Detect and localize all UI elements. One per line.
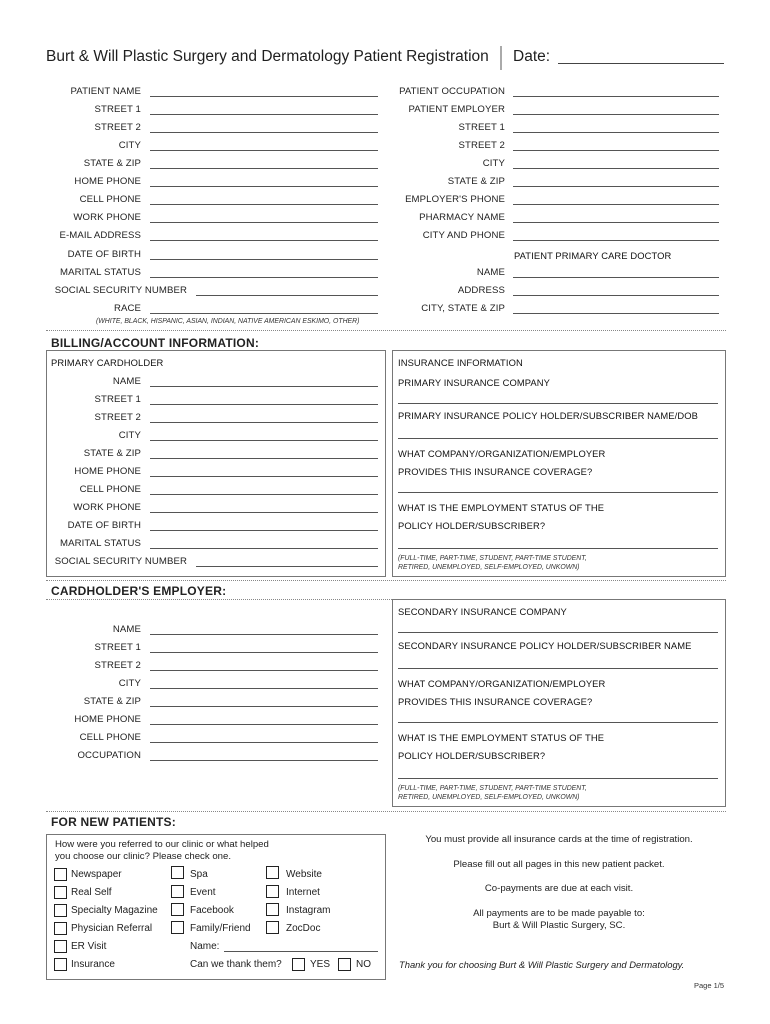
- billing-home-phone-field[interactable]: [150, 476, 378, 477]
- secondary-employment-label-2: POLICY HOLDER/SUBSCRIBER?: [398, 750, 546, 761]
- patient-dob-label: DATE OF BIRTH: [67, 249, 141, 260]
- cardholder-employer-city-field[interactable]: [150, 688, 378, 689]
- primary-insurance-label: PRIMARY INSURANCE COMPANY: [398, 377, 551, 388]
- label-facebook: Facebook: [190, 905, 234, 916]
- employer-top-rule: [46, 580, 726, 581]
- primary-insurance-field[interactable]: [398, 403, 718, 404]
- patient-street2-field[interactable]: [150, 132, 378, 133]
- label-zocdoc: ZocDoc: [286, 923, 321, 934]
- checkbox-thank-no[interactable]: [338, 958, 351, 971]
- checkbox-facebook[interactable]: [171, 903, 184, 916]
- checkbox-event[interactable]: [171, 885, 184, 898]
- date-field[interactable]: [558, 63, 724, 64]
- race-note: (WHITE, BLACK, HISPANIC, ASIAN, INDIAN, NATIVE AMERICAN ESKIMO, OTHER): [96, 318, 360, 325]
- label-newspaper: Newspaper: [71, 869, 122, 880]
- patient-ssn-field[interactable]: [196, 295, 378, 296]
- primary-employment-note-1: (FULL-TIME, PART-TIME, STUDENT, PART-TIME STUDENT,: [398, 555, 587, 562]
- employer-city-field[interactable]: [513, 168, 719, 169]
- billing-marital-field[interactable]: [150, 548, 378, 549]
- patient-work-phone-field[interactable]: [150, 222, 378, 223]
- pcp-city-state-zip-field[interactable]: [513, 313, 719, 314]
- pcp-address-field[interactable]: [513, 295, 719, 296]
- label-family-friend: Family/Friend: [190, 923, 251, 934]
- cardholder-employer-street1-label: STREET 1: [94, 642, 141, 653]
- patient-employer-label: PATIENT EMPLOYER: [408, 104, 505, 115]
- primary-coverage-label-1: WHAT COMPANY/ORGANIZATION/EMPLOYER: [398, 448, 606, 459]
- cardholder-employer-state-zip-label: STATE & ZIP: [83, 696, 141, 707]
- checkbox-newspaper[interactable]: [54, 868, 67, 881]
- label-spa: Spa: [190, 869, 208, 880]
- label-er-visit: ER Visit: [71, 941, 107, 952]
- billing-dob-label: DATE OF BIRTH: [67, 520, 141, 531]
- referrer-name-field[interactable]: [224, 951, 378, 952]
- patient-race-field[interactable]: [150, 313, 378, 314]
- secondary-insurance-label: SECONDARY INSURANCE COMPANY: [398, 606, 567, 617]
- primary-cardholder-header: PRIMARY CARDHOLDER: [51, 357, 164, 368]
- pharmacy-city-phone-label: CITY AND PHONE: [422, 230, 505, 241]
- page-number: Page 1/5: [694, 981, 725, 990]
- referrer-name-label: Name:: [190, 941, 220, 952]
- billing-marital-label: MARITAL STATUS: [60, 538, 141, 549]
- label-insurance: Insurance: [71, 959, 115, 970]
- checkbox-family-friend[interactable]: [171, 921, 184, 934]
- billing-ssn-field[interactable]: [196, 566, 378, 567]
- checkbox-spa[interactable]: [171, 866, 184, 879]
- label-physician-referral: Physician Referral: [71, 923, 153, 934]
- form-title: Burt & Will Plastic Surgery and Dermatology Patient Registration: [46, 48, 489, 65]
- label-website: Website: [286, 869, 322, 880]
- billing-dob-field[interactable]: [150, 530, 378, 531]
- primary-holder-field[interactable]: [398, 438, 718, 439]
- primary-coverage-field[interactable]: [398, 492, 718, 493]
- patient-email-field[interactable]: [150, 240, 378, 241]
- patient-race-label: RACE: [113, 303, 141, 314]
- secondary-employment-note-1: (FULL-TIME, PART-TIME, STUDENT, PART-TIME STUDENT,: [398, 785, 587, 792]
- employer-street2-field[interactable]: [513, 150, 719, 151]
- employer-street1-field[interactable]: [513, 132, 719, 133]
- secondary-employment-note-2: RETIRED, UNEMPLOYED, SELF-EMPLOYED, UNKOWN): [398, 794, 580, 801]
- patient-state-zip-label: STATE & ZIP: [83, 158, 141, 169]
- checkbox-physician-referral[interactable]: [54, 922, 67, 935]
- cardholder-employer-cell-phone-field[interactable]: [150, 742, 378, 743]
- checkbox-zocdoc[interactable]: [266, 921, 279, 934]
- pcp-city-state-zip-label: CITY, STATE & ZIP: [421, 303, 505, 314]
- patient-street1-label: STREET 1: [94, 104, 141, 115]
- pharmacy-name-field[interactable]: [513, 222, 719, 223]
- patient-work-phone-label: WORK PHONE: [73, 212, 141, 223]
- cardholder-occupation-field[interactable]: [150, 760, 378, 761]
- label-thank-no: NO: [356, 959, 371, 970]
- new-patients-top-rule: [46, 811, 726, 812]
- billing-cell-phone-field[interactable]: [150, 494, 378, 495]
- checkbox-website[interactable]: [266, 866, 279, 879]
- label-thank-yes: YES: [310, 959, 331, 970]
- thank-you-message: Thank you for choosing Burt & Will Plastic Surgery and Dermatology.: [399, 959, 685, 970]
- patient-home-phone-field[interactable]: [150, 186, 378, 187]
- new-patients-title: FOR NEW PATIENTS:: [51, 815, 176, 829]
- secondary-holder-label: SECONDARY INSURANCE POLICY HOLDER/SUBSCRIBER NAME: [398, 640, 692, 651]
- billing-home-phone-label: HOME PHONE: [74, 466, 141, 477]
- primary-employment-label-2: POLICY HOLDER/SUBSCRIBER?: [398, 520, 546, 531]
- patient-cell-phone-field[interactable]: [150, 204, 378, 205]
- checkbox-internet[interactable]: [266, 885, 279, 898]
- billing-work-phone-field[interactable]: [150, 512, 378, 513]
- label-event: Event: [190, 887, 216, 898]
- date-label: Date:: [513, 48, 551, 65]
- employer-city-label: CITY: [482, 158, 505, 169]
- billing-name-field[interactable]: [150, 386, 378, 387]
- checkbox-insurance[interactable]: [54, 958, 67, 971]
- checkbox-thank-yes[interactable]: [292, 958, 305, 971]
- cardholder-employer-state-zip-field[interactable]: [150, 706, 378, 707]
- patient-email-label: E-MAIL ADDRESS: [59, 230, 141, 241]
- label-real-self: Real Self: [71, 887, 112, 898]
- secondary-coverage-field[interactable]: [398, 722, 718, 723]
- employer-section-title: CARDHOLDER'S EMPLOYER:: [51, 584, 227, 598]
- employer-state-zip-field[interactable]: [513, 186, 719, 187]
- patient-home-phone-label: HOME PHONE: [74, 176, 141, 187]
- employer-phone-label: EMPLOYER'S PHONE: [405, 194, 505, 205]
- employer-name-field[interactable]: [150, 634, 378, 635]
- secondary-employment-label-1: WHAT IS THE EMPLOYMENT STATUS OF THE: [398, 732, 605, 743]
- info-payable-to: All payments are to be made payable to:: [473, 908, 645, 919]
- cardholder-employer-home-phone-field[interactable]: [150, 724, 378, 725]
- patient-ssn-label: SOCIAL SECURITY NUMBER: [54, 285, 187, 296]
- thank-them-label: Can we thank them?: [190, 959, 282, 970]
- secondary-employment-field[interactable]: [398, 778, 718, 779]
- pharmacy-city-phone-field[interactable]: [513, 240, 719, 241]
- pcp-address-label: ADDRESS: [457, 285, 505, 296]
- patient-marital-label: MARITAL STATUS: [60, 267, 141, 278]
- checkbox-real-self[interactable]: [54, 886, 67, 899]
- cardholder-employer-street2-field[interactable]: [150, 670, 378, 671]
- billing-name-label: NAME: [112, 376, 141, 387]
- billing-ssn-label: SOCIAL SECURITY NUMBER: [54, 556, 187, 567]
- billing-street1-field[interactable]: [150, 404, 378, 405]
- primary-holder-label: PRIMARY INSURANCE POLICY HOLDER/SUBSCRIBER NAME/DOB: [398, 410, 698, 421]
- referral-prompt-2: you choose our clinic? Please check one.: [55, 851, 231, 862]
- patient-name-field[interactable]: [150, 96, 378, 97]
- employer-street2-label: STREET 2: [458, 140, 505, 151]
- cardholder-employer-cell-phone-label: CELL PHONE: [79, 732, 141, 743]
- billing-state-zip-field[interactable]: [150, 458, 378, 459]
- patient-occupation-label: PATIENT OCCUPATION: [399, 86, 505, 97]
- billing-top-rule: [46, 330, 726, 331]
- title-divider: [500, 46, 502, 70]
- cardholder-employer-home-phone-label: HOME PHONE: [74, 714, 141, 725]
- secondary-coverage-label-2: PROVIDES THIS INSURANCE COVERAGE?: [398, 696, 593, 707]
- cardholder-employer-city-label: CITY: [118, 678, 141, 689]
- secondary-holder-field[interactable]: [398, 668, 718, 669]
- patient-state-zip-field[interactable]: [150, 168, 378, 169]
- pcp-name-label: NAME: [476, 267, 505, 278]
- patient-street1-field[interactable]: [150, 114, 378, 115]
- employer-phone-field[interactable]: [513, 204, 719, 205]
- pcp-header: PATIENT PRIMARY CARE DOCTOR: [514, 250, 672, 261]
- referral-prompt-1: How were you referred to our clinic or what helped: [55, 839, 269, 850]
- billing-street2-label: STREET 2: [94, 412, 141, 423]
- info-insurance-cards: You must provide all insurance cards at the time of registration.: [425, 834, 693, 845]
- cardholder-employer-street1-field[interactable]: [150, 652, 378, 653]
- billing-street1-label: STREET 1: [94, 394, 141, 405]
- billing-city-field[interactable]: [150, 440, 378, 441]
- billing-city-label: CITY: [118, 430, 141, 441]
- checkbox-er-visit[interactable]: [54, 940, 67, 953]
- patient-street2-label: STREET 2: [94, 122, 141, 133]
- label-internet: Internet: [286, 887, 320, 898]
- secondary-coverage-label-1: WHAT COMPANY/ORGANIZATION/EMPLOYER: [398, 678, 606, 689]
- patient-cell-phone-label: CELL PHONE: [79, 194, 141, 205]
- info-fill-pages: Please fill out all pages in this new patient packet.: [453, 859, 665, 870]
- cardholder-employer-street2-label: STREET 2: [94, 660, 141, 671]
- billing-state-zip-label: STATE & ZIP: [83, 448, 141, 459]
- info-payee-name: Burt & Will Plastic Surgery, SC.: [492, 920, 626, 931]
- primary-employment-note-2: RETIRED, UNEMPLOYED, SELF-EMPLOYED, UNKOWN): [398, 564, 580, 571]
- employer-name-label: NAME: [112, 624, 141, 635]
- patient-occupation-field[interactable]: [513, 96, 719, 97]
- primary-employment-label-1: WHAT IS THE EMPLOYMENT STATUS OF THE: [398, 502, 605, 513]
- checkbox-instagram[interactable]: [266, 903, 279, 916]
- patient-employer-field[interactable]: [513, 114, 719, 115]
- patient-city-field[interactable]: [150, 150, 378, 151]
- billing-section-title: BILLING/ACCOUNT INFORMATION:: [51, 336, 260, 350]
- employer-state-zip-label: STATE & ZIP: [447, 176, 505, 187]
- secondary-insurance-field[interactable]: [398, 632, 718, 633]
- pharmacy-name-label: PHARMACY NAME: [419, 212, 505, 223]
- insurance-info-header: INSURANCE INFORMATION: [398, 357, 523, 368]
- primary-employment-field[interactable]: [398, 548, 718, 549]
- label-instagram: Instagram: [286, 905, 331, 916]
- cardholder-occupation-label: OCCUPATION: [77, 750, 141, 761]
- patient-dob-field[interactable]: [150, 259, 378, 260]
- patient-marital-field[interactable]: [150, 277, 378, 278]
- billing-street2-field[interactable]: [150, 422, 378, 423]
- patient-city-label: CITY: [118, 140, 141, 151]
- label-specialty-magazine: Specialty Magazine: [71, 905, 158, 916]
- checkbox-specialty-magazine[interactable]: [54, 904, 67, 917]
- patient-name-label: PATIENT NAME: [70, 86, 141, 97]
- primary-coverage-label-2: PROVIDES THIS INSURANCE COVERAGE?: [398, 466, 593, 477]
- billing-work-phone-label: WORK PHONE: [73, 502, 141, 513]
- employer-street1-label: STREET 1: [458, 122, 505, 133]
- info-copayments: Co-payments are due at each visit.: [484, 883, 634, 894]
- pcp-name-field[interactable]: [513, 277, 719, 278]
- billing-cell-phone-label: CELL PHONE: [79, 484, 141, 495]
